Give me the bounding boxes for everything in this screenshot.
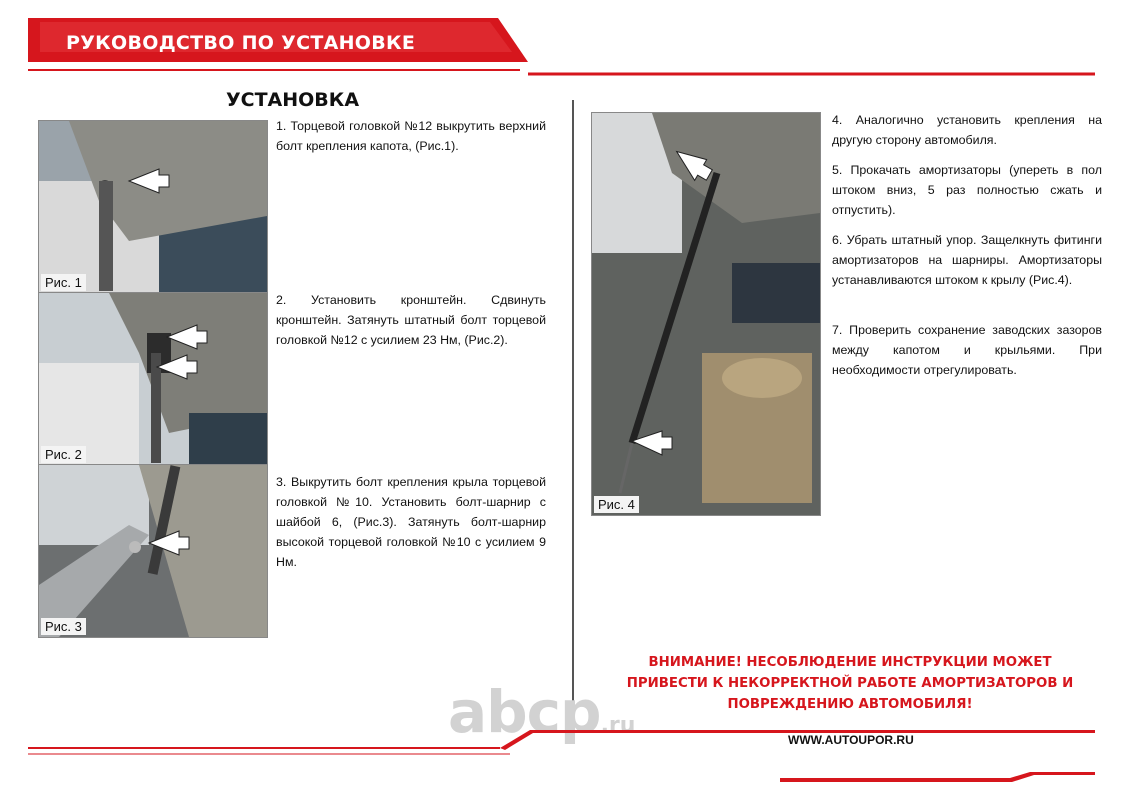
section-title: УСТАНОВКА <box>226 89 360 111</box>
figure-label: Рис. 1 <box>41 274 86 291</box>
header-decoration <box>0 0 1132 120</box>
document-title: РУКОВОДСТВО ПО УСТАНОВКЕ <box>66 32 416 54</box>
watermark-suffix: .ru <box>600 713 636 738</box>
warning-text: ВНИМАНИЕ! НЕСОБЛЮДЕНИЕ ИНСТРУКЦИИ МОЖЕТ ПРИВЕСТИ К НЕКОРРЕКТНОЙ РАБОТЕ АМОРТИЗАТОРОВ И ПОВРЕЖДЕНИЮ АВТОМОБИЛЯ! <box>626 655 1074 712</box>
step-2-text: 2. Установить кронштейн. Сдвинуть кронштейн. Затянуть штатный болт торцевой головкой №12 с усилием 23 Нм, (Рис.2). <box>276 293 546 347</box>
watermark-main: abcp <box>448 678 601 746</box>
step-4-text: 4. Аналогично установить крепления на другую сторону автомобиля. <box>832 113 1102 147</box>
figure-label: Рис. 4 <box>594 496 639 513</box>
step-5-text: 5. Прокачать амортизаторы (упереть в пол штоком вниз, 5 раз полностью сжать и отпустить). <box>832 163 1102 217</box>
step-1-text: 1. Торцевой головкой №12 выкрутить верхний болт крепления капота, (Рис.1). <box>276 119 546 153</box>
step-6-text: 6. Убрать штатный упор. Защелкнуть фитинги амортизаторов на шарниры. Амортизаторы устанавливаются штоком к крылу (Рис.4). <box>832 233 1102 287</box>
footer-decoration <box>0 700 1132 800</box>
step-7-text: 7. Проверить сохранение заводских зазоров между капотом и крыльями. При необходимости отрегулировать. <box>832 323 1102 377</box>
website-link[interactable]: WWW.AUTOUPOR.RU <box>788 733 914 747</box>
column-divider <box>572 100 574 720</box>
step-3-text: 3. Выкрутить болт крепления крыла торцевой головкой №10. Установить болт-шарнир с шайбой 6, (Рис.3). Затянуть болт-шарнир высокой торцевой головкой №10 с усилием 9 Нм. <box>276 475 546 569</box>
figure-label: Рис. 3 <box>41 618 86 635</box>
figure-label: Рис. 2 <box>41 446 86 463</box>
photo-fig-1 <box>38 120 268 294</box>
photo-fig-4 <box>591 112 821 516</box>
photo-fig-2 <box>38 292 268 466</box>
photo-fig-3 <box>38 464 268 638</box>
